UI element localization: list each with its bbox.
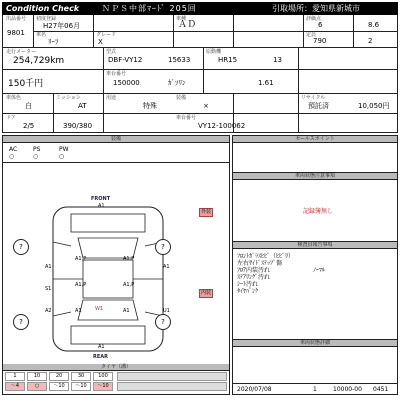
mission: AT [78,102,87,110]
rear-label: REAR [93,354,108,360]
mark-front: A1 [98,203,105,209]
car-diagram-panel [2,135,230,395]
footer-no: 1 [313,386,317,393]
equip-ac-mark: ○ [9,153,15,160]
mileage: 254,729km [13,56,65,66]
recycle-amount: 10,050円 [358,102,390,110]
grid-cell-6: ○ [27,382,47,391]
info-block [2,15,398,133]
report-line-2: 左右ｻｲﾄﾞｽﾃｯﾌﾟ傷 [237,260,283,267]
usage: 特殊 [143,102,157,110]
condition-notes-title: 車両状態注意事項 [233,173,397,180]
score-detail: 8.6 [368,21,380,29]
mark-u1: U1 [163,308,170,314]
door-count: 2/5 [23,122,35,130]
equip-pw-mark: ○ [59,153,65,160]
lot-number: 9801 [7,29,25,37]
grid-cell-1: 10 [27,372,47,381]
grid-cell-r1 [117,372,227,381]
equip-ac: AC [9,146,18,153]
year-label: 初度登録 [36,16,57,22]
footer-code: 10000-00 [333,386,362,393]
model-type-number: 15633 [168,56,191,64]
chassis-label: 車台番号 [106,71,127,77]
report-line-4: ｽﾃｱﾘﾝｸﾞ汚れ [237,274,271,281]
wheel-front-left: ? [13,239,29,255]
equip-ps: PS [33,146,41,153]
front-label: FRONT [91,196,111,202]
displacement: 790 [313,37,327,45]
grid-cell-3: 30 [71,372,91,381]
report-line-1: ﾌﾛﾝﾄｶﾞﾗｽﾋﾋﾞ（ﾋﾋﾞﾘ） [237,253,295,260]
frame-number: VY12-100062 [198,122,246,130]
mileage-label: 走行メーター [6,49,37,55]
report-line-6: ﾀｲﾔﾊﾟﾝｸ [237,288,259,295]
engine-model: HR15 [218,56,238,64]
grid-cell-9: ～10 [93,382,113,391]
engine-displacement: 1.61 [258,79,274,87]
recycle-label: リサイクル [301,95,326,101]
notes-panel [232,135,398,395]
footer-end: 0451 [373,386,389,393]
model-label: 車種 [176,16,187,22]
mark-front-right: A1,P [123,256,135,262]
mark-mid-left: A1,P [75,282,87,288]
model-type: DBF-VY12 [108,56,143,64]
seat-label: 定員 [306,32,317,38]
grid-cell-2: 20 [49,372,69,381]
start-price: 150千円 [8,79,44,89]
mark-rear-left: A1 [75,308,82,314]
score-label: 評価点 [306,16,322,22]
footer-date: 2020/07/08 [237,386,272,393]
auction-title: ＮＰＳ中部ﾏｰﾄﾞ 205回 [102,4,197,13]
engine-label: 原動機 [206,49,222,55]
sheet-header [2,2,398,15]
mark-windshield: W1 [95,306,104,312]
mark-rear-right: A1 [123,308,130,314]
sales-point-title: セールスポイント [233,136,397,143]
class-label: 車名 [36,32,47,38]
frame-label: 車台番号 [176,115,197,121]
tire-title: タイヤ（溝） [3,364,229,371]
report-line-3: ﾌﾛｱ内装汚れ [237,267,271,274]
inspector-report-title: 検査員報告事項 [233,242,397,249]
equip-label: 装備 [176,95,187,101]
exterior-tag: 外装 [200,209,211,215]
pickup-location: 引取場所：愛知県新城市 [272,4,360,13]
report-extra: ﾉｰﾏﾙ [313,267,326,274]
equipment-mark: × [203,102,209,110]
body-color: 白 [25,102,32,110]
score: 6 [318,21,323,29]
use-label: 用途 [106,95,117,101]
type-label: 型式 [106,49,117,55]
fuel-type: ｶﾞｿﾘﾝ [168,79,186,87]
mark-a2: A2 [45,308,52,314]
grid-cell-4: 100 [93,372,113,381]
wheel-rear-right: ? [155,314,171,330]
car-model: ＡＤ [178,20,197,30]
car-name: ﾘｰﾌ [48,38,59,46]
mission-label: ミッション [56,95,81,101]
car-grade: X [98,38,103,46]
wheel-rear-left: ? [13,314,29,330]
lot-label: 出品番号 [6,16,27,22]
chassis-number: 150000 [113,79,140,87]
vehicle-detail-title: 車両状態詳細 [233,340,397,347]
condition-check-title: Condition Check [6,4,80,13]
seat-count: 2 [368,37,373,45]
wheel-front-right: ? [155,239,171,255]
mark-side-left: A1 [45,264,52,270]
equip-ps-mark: ○ [33,153,39,160]
recycle-status: 預託済 [308,102,329,110]
first-registration: H27年06月 [43,22,81,30]
equip-pw: PW [59,146,69,153]
condition-note-text: 記録簿無し [303,208,334,215]
grid-cell-5: ～4 [5,382,25,391]
mark-side-right: A1 [163,264,170,270]
grid-cell-8: ～10 [71,382,91,391]
color-label: 車体色 [6,95,22,101]
mark-front-left: A1,P [75,256,87,262]
mark-rear: A1 [98,344,105,350]
mark-mid-right: A1,P [123,282,135,288]
grid-cell-r2 [117,382,227,391]
mark-s1: S1 [45,286,52,292]
grade-label: グレード [96,32,117,38]
grid-cell-7: ～10 [49,382,69,391]
equipment-title: 装備 [3,136,229,143]
engine-value: 13 [273,56,282,64]
interior-tag: 内装 [200,290,211,296]
grid-cell-0: 1 [5,372,25,381]
weight-value: 390/380 [63,122,93,130]
report-line-5: ｼｰﾄ汚れ [237,281,259,288]
door-label: ドア [6,115,16,121]
car-outline-diagram [33,204,183,354]
